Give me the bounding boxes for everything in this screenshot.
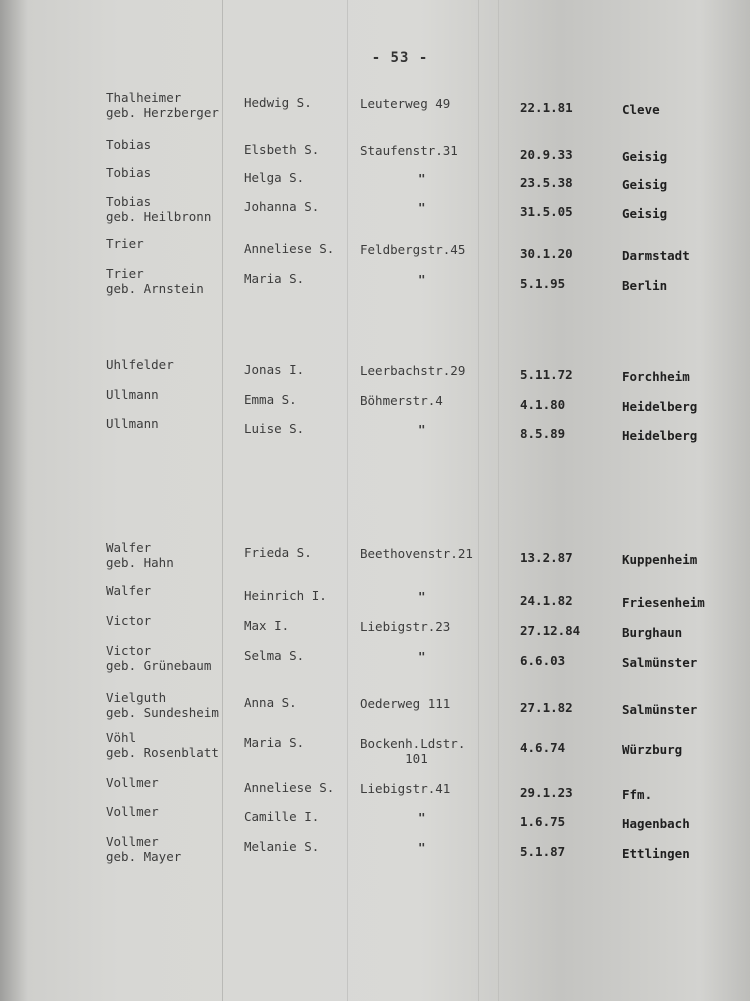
birth-name: geb. Mayer <box>106 849 182 864</box>
street-address: " <box>418 200 426 215</box>
birth-date: 13.2.87 <box>520 550 573 565</box>
surname: Vöhl <box>106 730 137 745</box>
first-name: Maria S. <box>244 271 305 286</box>
register-entry <box>0 730 750 766</box>
street-address: Beethovenstr.21 <box>360 546 473 561</box>
street-address: Böhmerstr.4 <box>360 393 443 408</box>
surname: Vollmer <box>106 775 159 790</box>
birth-date: 24.1.82 <box>520 593 573 608</box>
street-address: Staufenstr.31 <box>360 143 458 158</box>
register-entry <box>0 834 750 870</box>
street-address: Feldbergstr.45 <box>360 242 466 257</box>
birth-place: Heidelberg <box>622 399 698 414</box>
street-address: " <box>418 840 426 855</box>
surname: Walfer <box>106 540 152 555</box>
birth-name: geb. Herzberger <box>106 105 219 120</box>
birth-place: Ffm. <box>622 787 653 802</box>
surname: Trier <box>106 236 144 251</box>
birth-place: Burghaun <box>622 625 683 640</box>
first-name: Heinrich I. <box>244 588 327 603</box>
surname: Thalheimer <box>106 90 182 105</box>
birth-date: 1.6.75 <box>520 814 566 829</box>
birth-place: Ettlingen <box>622 846 690 861</box>
surname: Uhlfelder <box>106 357 174 372</box>
street-address: " <box>418 810 426 825</box>
street-address: Liebigstr.23 <box>360 619 451 634</box>
first-name: Hedwig S. <box>244 95 312 110</box>
birth-place: Darmstadt <box>622 248 690 263</box>
birth-date: 4.6.74 <box>520 740 566 755</box>
birth-place: Heidelberg <box>622 428 698 443</box>
first-name: Melanie S. <box>244 839 320 854</box>
birth-date: 27.12.84 <box>520 623 581 638</box>
birth-name: geb. Grünebaum <box>106 658 212 673</box>
birth-place: Würzburg <box>622 742 683 757</box>
first-name: Anneliese S. <box>244 241 335 256</box>
birth-date: 5.1.87 <box>520 844 566 859</box>
birth-date: 22.1.81 <box>520 100 573 115</box>
first-name: Jonas I. <box>244 362 305 377</box>
street-address: " <box>418 589 426 604</box>
birth-place: Hagenbach <box>622 816 690 831</box>
birth-place: Kuppenheim <box>622 552 698 567</box>
surname: Vollmer <box>106 804 159 819</box>
surname: Vollmer <box>106 834 159 849</box>
page-number: - 53 - <box>371 50 429 66</box>
birth-place: Geisig <box>622 206 668 221</box>
birth-name: geb. Arnstein <box>106 281 204 296</box>
birth-date: 23.5.38 <box>520 175 573 190</box>
first-name: Max I. <box>244 618 290 633</box>
birth-date: 27.1.82 <box>520 700 573 715</box>
birth-name: geb. Hahn <box>106 555 174 570</box>
birth-name: geb. Heilbronn <box>106 209 212 224</box>
register-entry <box>0 266 750 302</box>
register-entry <box>0 540 750 576</box>
street-address: " <box>418 649 426 664</box>
surname: Ullmann <box>106 387 159 402</box>
birth-place: Cleve <box>622 102 660 117</box>
surname: Tobias <box>106 194 152 209</box>
street-address: " <box>418 422 426 437</box>
surname: Ullmann <box>106 416 159 431</box>
register-entry <box>0 416 750 452</box>
birth-date: 5.1.95 <box>520 276 566 291</box>
first-name: Maria S. <box>244 735 305 750</box>
first-name: Elsbeth S. <box>244 142 320 157</box>
surname: Vielguth <box>106 690 167 705</box>
register-entry <box>0 643 750 679</box>
birth-date: 30.1.20 <box>520 246 573 261</box>
street-address: Bockenh.Ldstr. 101 <box>360 736 466 766</box>
birth-date: 5.11.72 <box>520 367 573 382</box>
register-entry <box>0 194 750 230</box>
first-name: Luise S. <box>244 421 305 436</box>
surname: Victor <box>106 613 152 628</box>
birth-date: 4.1.80 <box>520 397 566 412</box>
birth-place: Salmünster <box>622 702 698 717</box>
street-address: Leuterweg 49 <box>360 96 451 111</box>
surname: Tobias <box>106 137 152 152</box>
surname: Trier <box>106 266 144 281</box>
surname: Victor <box>106 643 152 658</box>
birth-date: 31.5.05 <box>520 204 573 219</box>
birth-place: Berlin <box>622 278 668 293</box>
register-entry <box>0 690 750 726</box>
street-address: Liebigstr.41 <box>360 781 451 796</box>
street-address: Oederweg 111 <box>360 696 451 711</box>
birth-date: 6.6.03 <box>520 653 566 668</box>
birth-date: 8.5.89 <box>520 426 566 441</box>
street-address: " <box>418 272 426 287</box>
first-name: Helga S. <box>244 170 305 185</box>
street-address: Leerbachstr.29 <box>360 363 466 378</box>
first-name: Camille I. <box>244 809 320 824</box>
first-name: Frieda S. <box>244 545 312 560</box>
surname: Walfer <box>106 583 152 598</box>
birth-date: 20.9.33 <box>520 147 573 162</box>
birth-name: geb. Sundesheim <box>106 705 219 720</box>
first-name: Anna S. <box>244 695 297 710</box>
birth-date: 29.1.23 <box>520 785 573 800</box>
first-name: Johanna S. <box>244 199 320 214</box>
birth-place: Geisig <box>622 177 668 192</box>
street-address: " <box>418 171 426 186</box>
birth-place: Forchheim <box>622 369 690 384</box>
first-name: Emma S. <box>244 392 297 407</box>
birth-place: Geisig <box>622 149 668 164</box>
first-name: Selma S. <box>244 648 305 663</box>
birth-name: geb. Rosenblatt <box>106 745 219 760</box>
surname: Tobias <box>106 165 152 180</box>
birth-place: Salmünster <box>622 655 698 670</box>
first-name: Anneliese S. <box>244 780 335 795</box>
birth-place: Friesenheim <box>622 595 705 610</box>
register-entry <box>0 90 750 126</box>
